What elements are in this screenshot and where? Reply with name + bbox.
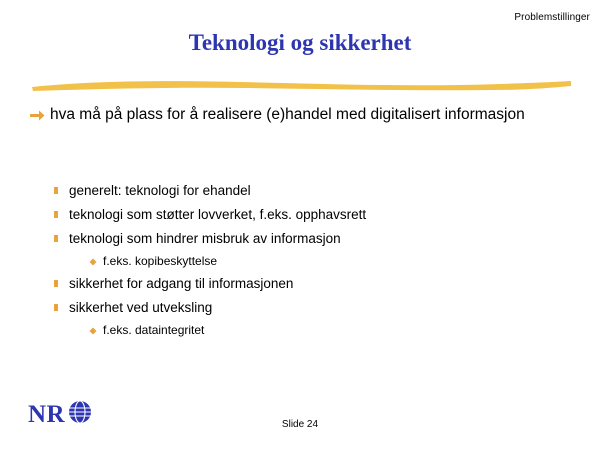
logo-text: NR [28,400,66,428]
square-bullet-icon [53,299,69,317]
diamond-bullet-icon [89,254,103,270]
slide-number: Slide 24 [281,419,319,430]
diamond-bullet-icon [89,323,103,339]
list-item [45,230,565,248]
arrow-right-icon [30,105,48,124]
main-bullet-text: hva må på plass for å realisere (e)handel med digitalisert informasjon [50,106,525,123]
list-item [45,182,565,200]
sub-bullet-list [45,182,565,345]
square-bullet-icon [53,206,69,224]
list-item-label: generelt: teknologi for ehandel [69,183,251,198]
list-item-label: f.eks. dataintegritet [103,323,205,338]
list-item [45,254,565,270]
page-title: Teknologi og sikkerhet [188,30,412,55]
list-item-label: f.eks. kopibeskyttelse [103,253,218,268]
list-item [45,323,565,339]
square-bullet-icon [53,182,69,200]
main-bullet [30,105,575,126]
list-item [45,275,565,293]
square-bullet-icon [53,230,69,248]
list-item [45,299,565,317]
decorative-rule [30,78,573,92]
list-item [45,206,565,224]
square-bullet-icon [53,275,69,293]
list-item-label: sikkerhet for adgang til informasjonen [69,276,294,292]
list-item-label: sikkerhet ved utveksling [69,300,213,316]
list-item-label: teknologi som hindrer misbruk av informasjon [69,230,341,246]
list-item-label: teknologi som støtter lovverket, f.eks. opphavsrett [69,206,367,222]
header-note: Problemstillinger [514,12,590,23]
